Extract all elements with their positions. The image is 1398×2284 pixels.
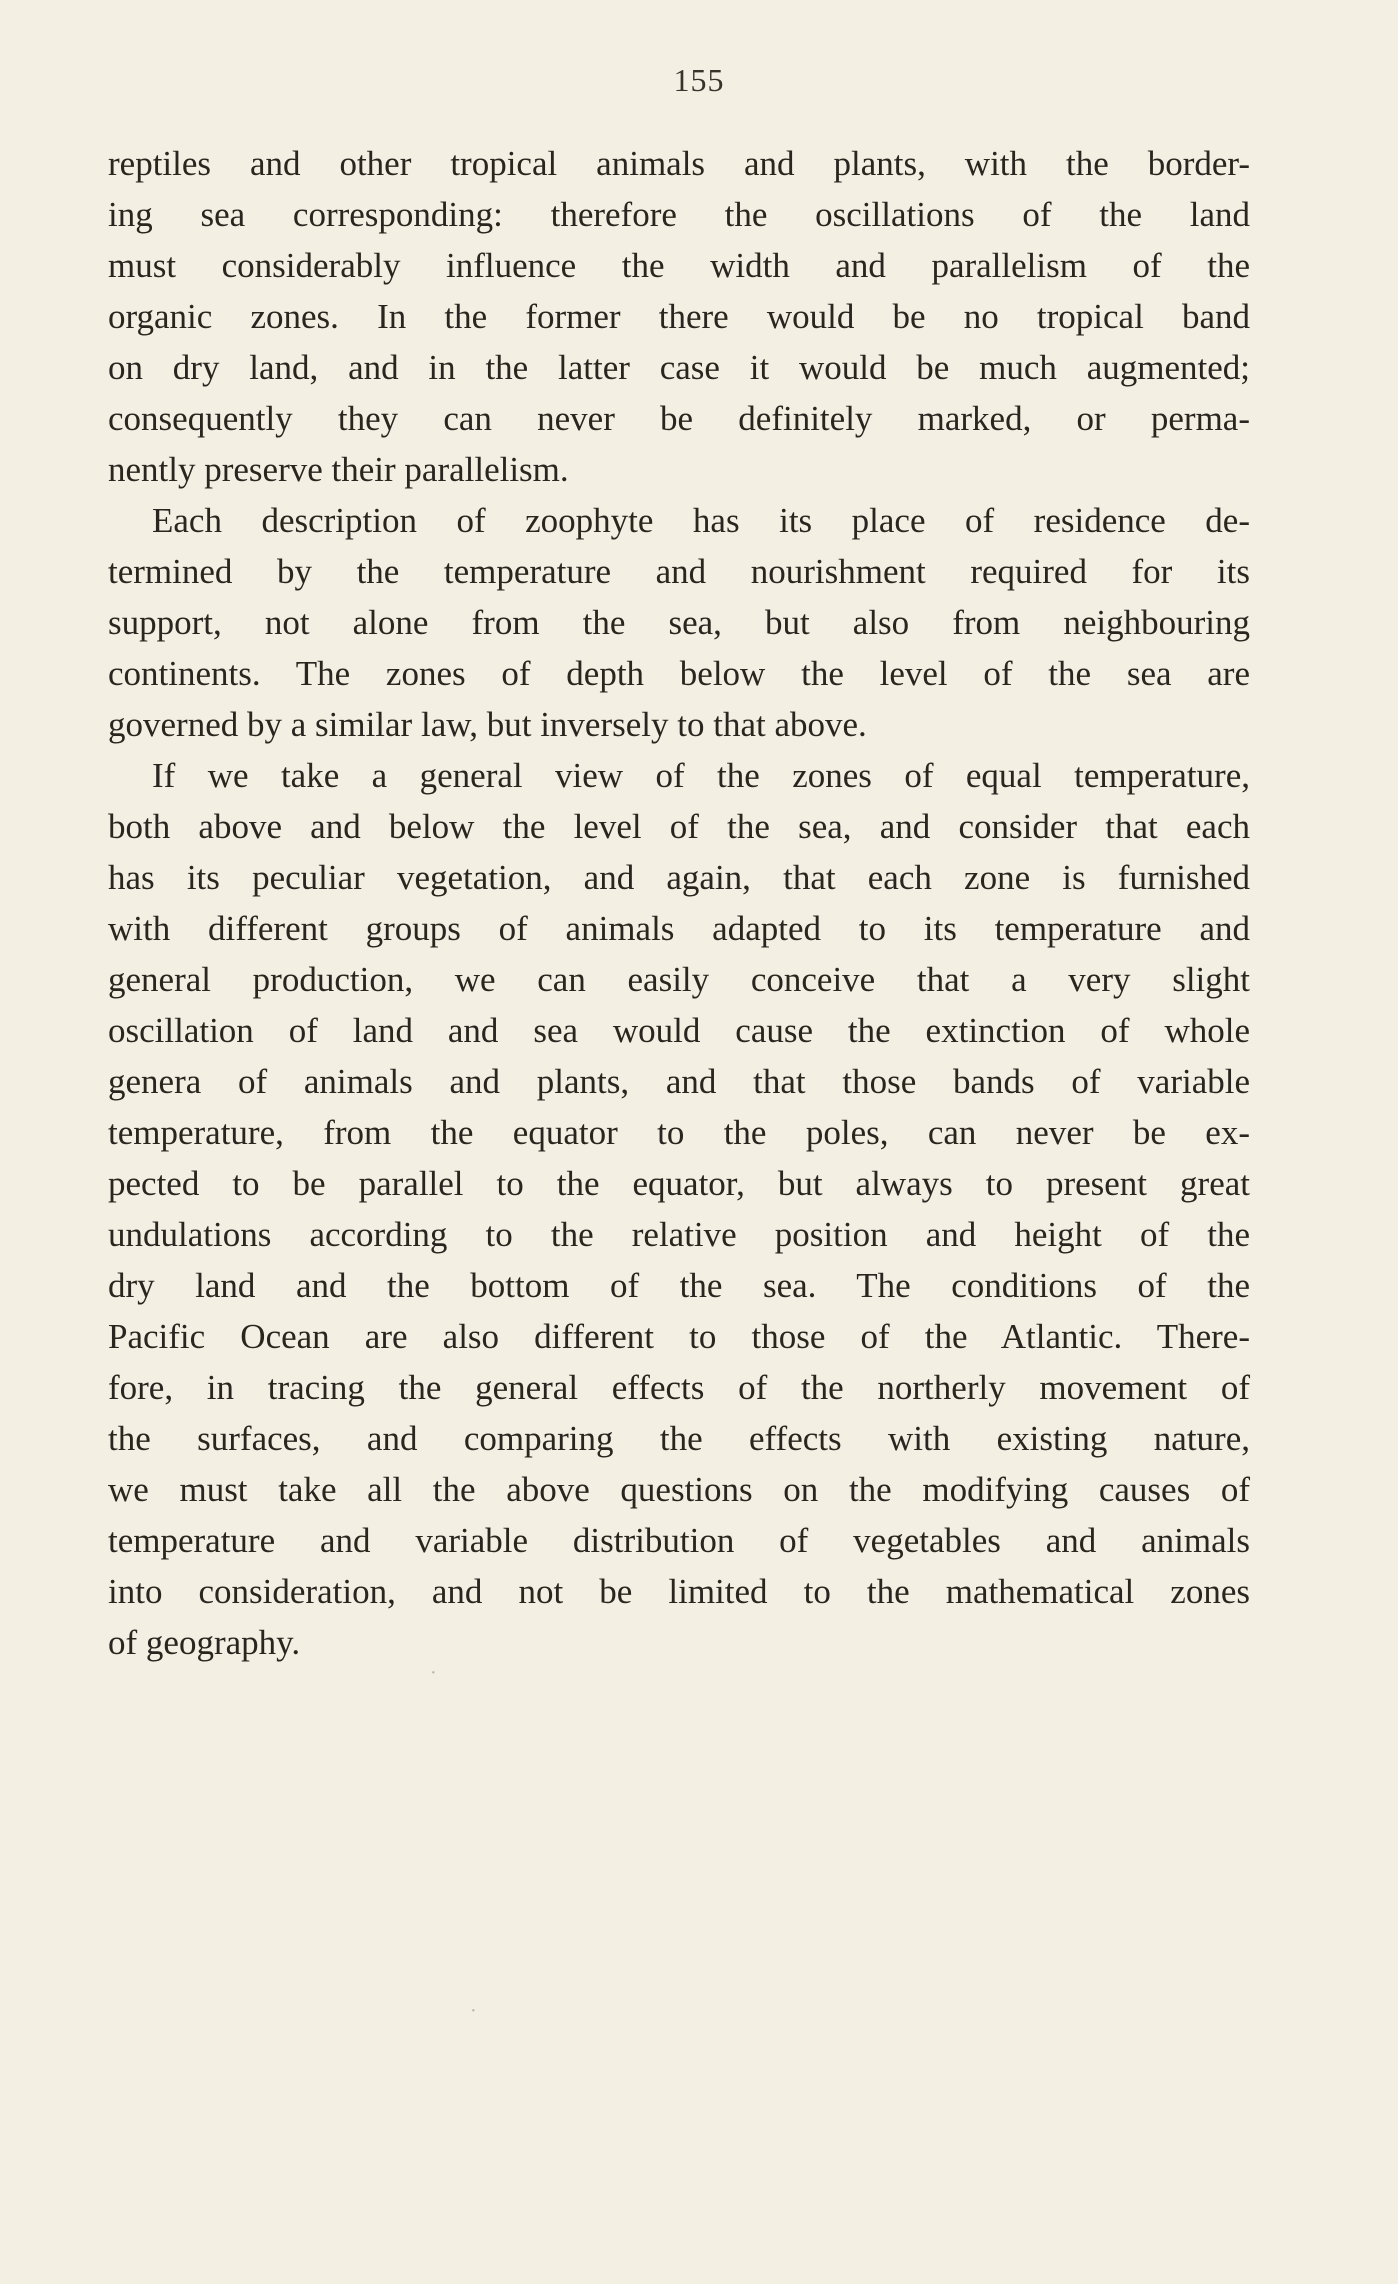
text-line: both above and below the level of the sea, and consider that each (108, 807, 1250, 846)
text-line: temperature, from the equator to the poles, can never be ex- (108, 1113, 1250, 1152)
text-line: consequently they can never be definitely marked, or perma- (108, 399, 1250, 438)
paragraph-first-line: If we take a general view of the zones of equal temperature, (152, 756, 1250, 795)
text-line: Pacific Ocean are also different to those of the Atlantic. There- (108, 1317, 1250, 1356)
text-line: continents. The zones of depth below the level of the sea are (108, 654, 1250, 693)
text-line: pected to be parallel to the equator, but always to present great (108, 1164, 1250, 1203)
paper-speck: · (470, 2000, 477, 2022)
text-line: must considerably influence the width and parallelism of the (108, 246, 1250, 285)
paragraph-first-line: Each description of zoophyte has its place of residence de- (152, 501, 1250, 540)
text-line: on dry land, and in the latter case it would be much augmented; (108, 348, 1250, 387)
text-line: support, not alone from the sea, but also from neighbouring (108, 603, 1250, 642)
text-line: undulations according to the relative position and height of the (108, 1215, 1250, 1254)
text-line: dry land and the bottom of the sea. The conditions of the (108, 1266, 1250, 1305)
text-line: ing sea corresponding: therefore the oscillations of the land (108, 195, 1250, 234)
text-line: into consideration, and not be limited to the mathematical zones (108, 1572, 1250, 1611)
paragraph-last-line: of geography. (108, 1623, 301, 1662)
text-line: termined by the temperature and nourishment required for its (108, 552, 1250, 591)
text-line: temperature and variable distribution of vegetables and animals (108, 1521, 1250, 1560)
text-line: we must take all the above questions on the modifying causes of (108, 1470, 1250, 1509)
text-line: fore, in tracing the general effects of the northerly movement of (108, 1368, 1250, 1407)
text-line: oscillation of land and sea would cause the extinction of whole (108, 1011, 1250, 1050)
paper-speck: · (430, 1662, 437, 1684)
text-line: has its peculiar vegetation, and again, that each zone is furnished (108, 858, 1250, 897)
body-text (108, 138, 1250, 1668)
paragraph-last-line: governed by a similar law, but inversely to that above. (108, 705, 867, 744)
page-number: 155 (673, 62, 725, 98)
text-line: genera of animals and plants, and that those bands of variable (108, 1062, 1250, 1101)
text-line: general production, we can easily conceive that a very slight (108, 960, 1250, 999)
text-line: with different groups of animals adapted to its temperature and (108, 909, 1250, 948)
text-line: organic zones. In the former there would be no tropical band (108, 297, 1250, 336)
text-line: reptiles and other tropical animals and plants, with the border- (108, 144, 1250, 183)
text-line: the surfaces, and comparing the effects with existing nature, (108, 1419, 1250, 1458)
paragraph-last-line: nently preserve their parallelism. (108, 450, 569, 489)
